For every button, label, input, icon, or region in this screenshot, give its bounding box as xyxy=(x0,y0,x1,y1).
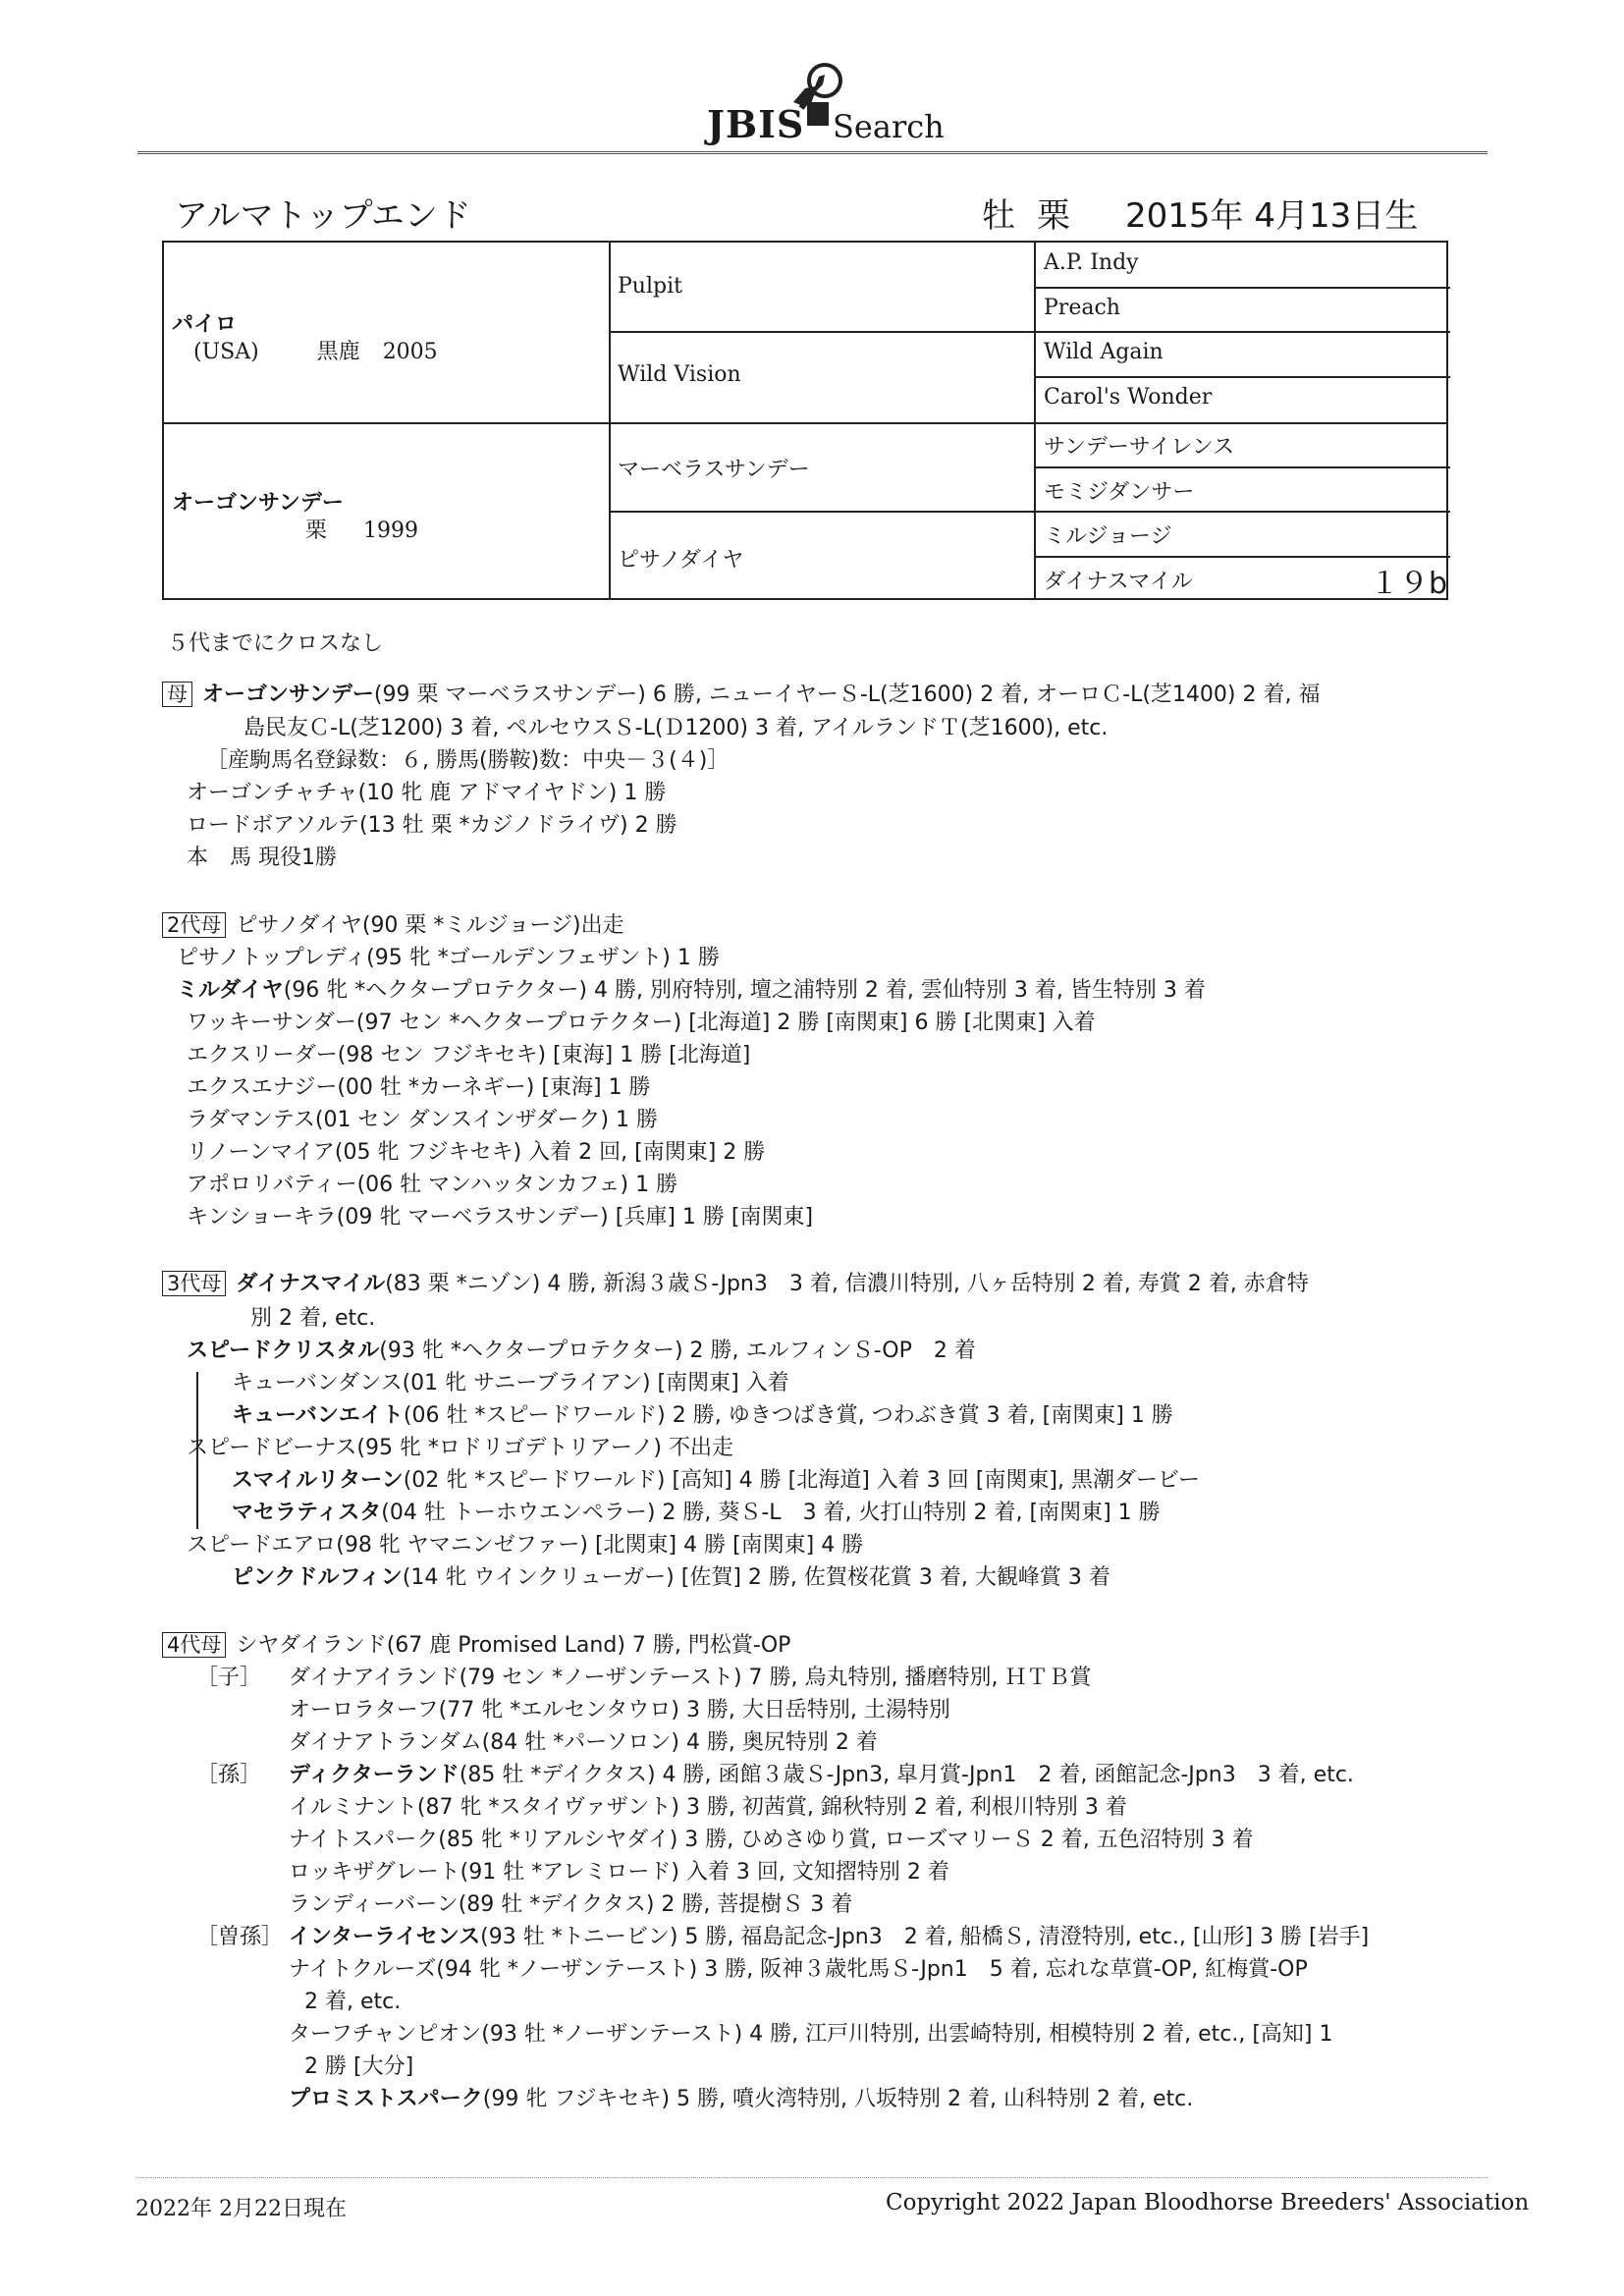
family-line xyxy=(196,1758,1354,1788)
generation-tag: 4代母 xyxy=(162,1632,226,1658)
line-text: 本 馬 現役1勝 xyxy=(187,846,337,870)
family-line xyxy=(289,1725,878,1756)
pedigree-table xyxy=(162,241,1448,600)
line-text: キンショーキラ(09 牝 マーベラスサンデー) [兵庫] 1 勝 [南関東] xyxy=(187,1205,814,1230)
horse-color: 栗 xyxy=(1037,196,1070,236)
family-line xyxy=(187,776,666,806)
line-text: オーゴンチャチャ(10 牝 鹿 アドマイヤドン) 1 勝 xyxy=(187,781,667,805)
family-line xyxy=(289,2082,1193,2112)
family-line xyxy=(187,1135,765,1166)
line-text: エクスリーダー(98 セン フジキセキ) [東海] 1 勝 [北海道] xyxy=(187,1043,751,1067)
line-text: (02 牝 *スピードワールド) [高知] 4 勝 [北海道] 入着 3 回 [南関東], 黒潮ダービー xyxy=(403,1468,1201,1493)
line-text: リノーンマイア(05 牝 フジキセキ) 入着 2 回, [南関東] 2 勝 xyxy=(187,1140,766,1165)
family-line xyxy=(250,1301,375,1332)
family-line xyxy=(289,1790,1127,1821)
family-line xyxy=(232,1496,1161,1526)
branch-bar-2 xyxy=(196,1458,198,1529)
line-text: ロッキザグレート(91 牡 *アレミロード) 入着 3 回, 文知摺特別 2 着 xyxy=(289,1860,949,1885)
line-text: 2 勝 [大分] xyxy=(304,2054,414,2079)
horse-highlight-name: スピードクリスタル xyxy=(187,1339,380,1363)
family-line xyxy=(232,1398,1173,1429)
line-text: ［産駒馬名登録数：６, 勝馬(勝鞍)数：中央－３(４)］ xyxy=(206,748,730,773)
line-text: ピサノダイヤ(90 栗 *ミルジョージ)出走 xyxy=(236,913,624,938)
sire-name: パイロ xyxy=(172,312,238,337)
line-text: キューバンダンス(01 牝 サニーブライアン) [南関東] 入着 xyxy=(232,1371,789,1395)
horse-highlight-name: キューバンエイト xyxy=(232,1403,404,1428)
family-line xyxy=(196,1920,1369,1950)
line-text: スピードビーナス(95 牝 *ロドリゴデトリアーノ) 不出走 xyxy=(187,1436,733,1460)
section-heading-line xyxy=(162,1628,790,1659)
line-text: (04 牡 トーホウエンペラー) 2 勝, 葵Ｓ-L 3 着, 火打山特別 2 着, [南関東] 1 勝 xyxy=(381,1501,1161,1525)
g3-1: A.P. Indy xyxy=(1044,250,1139,275)
cross-note: ５代までにクロスなし xyxy=(167,631,384,656)
family-line xyxy=(206,743,729,774)
family-line xyxy=(289,1693,950,1723)
line-text: (99 栗 マーベラスサンデー) 6 勝, ニューイヤーＳ-L(芝1600) 2 着, オーロＣ-L(芝1400) 2 着, 福 xyxy=(373,683,1321,707)
line-text: スピードエアロ(98 牝 ヤマニンゼファー) [北関東] 4 勝 [南関東] 4 勝 xyxy=(187,1533,864,1558)
sire-dam: Wild Vision xyxy=(618,362,741,387)
horse-birth: 2015年 4月13日生 xyxy=(1125,196,1419,236)
horse-highlight-name: インターライセンス xyxy=(289,1925,481,1949)
jbis-search-logo xyxy=(687,59,943,147)
dam-info: 栗 1999 xyxy=(305,519,419,543)
dam-dam: ピサノダイヤ xyxy=(618,548,744,573)
header-rule xyxy=(137,151,1488,154)
line-text: (85 牡 *デイクタス) 4 勝, 函館３歳Ｓ-Jpn3, 皐月賞-Jpn1 2 着, 函館記念-Jpn3 3 着, etc. xyxy=(459,1763,1354,1787)
logo-search: Search xyxy=(833,108,945,145)
line-text: エクスエナジー(00 牡 *カーネギー) [東海] 1 勝 xyxy=(187,1075,651,1100)
family-line xyxy=(187,1528,863,1558)
family-line xyxy=(187,1200,813,1230)
line-text: (99 牝 フジキセキ) 5 勝, 噴火湾特別, 八坂特別 2 着, 山科特別 2 着, etc. xyxy=(482,2087,1194,2111)
family-line xyxy=(304,1985,401,2015)
line-text: 2 着, etc. xyxy=(304,1990,402,2014)
branch-bar-1 xyxy=(196,1372,198,1458)
horse-highlight-name: スマイルリターン xyxy=(232,1468,404,1493)
family-line xyxy=(289,2017,1333,2048)
g3-8: ダイナスマイル xyxy=(1044,570,1193,594)
footer-copyright: Copyright 2022 Japan Bloodhorse Breeders' Association xyxy=(886,2190,1530,2215)
line-text: ターフチャンピオン(93 牡 *ノーザンテースト) 4 勝, 江戸川特別, 出雲崎特別, 相模特別 2 着, etc., [高知] 1 xyxy=(289,2022,1333,2047)
line-text: ワッキーサンダー(97 セン *ヘクタープロテクター) [北海道] 2 勝 [南関東] 6 勝 [北関東] 入着 xyxy=(187,1011,1096,1035)
family-line xyxy=(196,1661,1091,1691)
generation-tag: 母 xyxy=(162,682,192,707)
horse-highlight-name: ディクターランド xyxy=(289,1763,460,1787)
line-text: ピサノトップレディ(95 牝 *ゴールデンフェザント) 1 勝 xyxy=(177,946,720,970)
line-text: (93 牝 *ヘクタープロテクター) 2 勝, エルフィンＳ-OP 2 着 xyxy=(379,1339,976,1363)
horse-highlight-name: ピンクドルフィン xyxy=(232,1565,403,1590)
horse-highlight-name: マセラティスタ xyxy=(232,1501,382,1525)
family-line xyxy=(289,1887,852,1918)
line-text: オーロラターフ(77 牝 *エルセンタウロ) 3 勝, 大日岳特別, 土湯特別 xyxy=(289,1698,950,1722)
family-line xyxy=(232,1560,1110,1591)
sire-origin: (USA) 黒鹿 2005 xyxy=(193,340,438,364)
family-line xyxy=(187,1334,976,1364)
line-text: ラダマンテス(01 セン ダンスインザダーク) 1 勝 xyxy=(187,1108,659,1132)
line-text: (06 牡 *スピードワールド) 2 勝, ゆきつばき賞, つわぶき賞 3 着, [南関東] 1 勝 xyxy=(403,1403,1173,1428)
line-text: (14 牝 ウインクリューガー) [佐賀] 2 勝, 佐賀桜花賞 3 着, 大観峰賞 3 着 xyxy=(402,1565,1110,1590)
line-text: イルミナント(87 牝 *スタイヴァザント) 3 勝, 初茜賞, 錦秋特別 2 着, 利根川特別 3 着 xyxy=(289,1795,1127,1820)
section-heading-line xyxy=(162,908,624,939)
family-line xyxy=(187,1070,651,1101)
family-line xyxy=(187,1431,733,1461)
line-text: ナイトスパーク(85 牝 *リアルシヤダイ) 3 勝, ひめさゆり賞, ローズマリーＳ 2 着, 五色沼特別 3 着 xyxy=(289,1828,1254,1852)
line-text: アポロリバティー(06 牡 マンハッタンカフェ) 1 勝 xyxy=(187,1173,678,1197)
family-line xyxy=(187,808,677,839)
g3-4: Carol's Wonder xyxy=(1044,385,1213,410)
family-line xyxy=(187,841,337,871)
family-line xyxy=(187,1038,750,1068)
line-text: ダイナアトランダム(84 牡 *パーソロン) 4 勝, 奥尻特別 2 着 xyxy=(289,1730,878,1755)
family-line xyxy=(289,1952,1308,1983)
horse-highlight-name: ミルダイヤ xyxy=(177,978,284,1003)
sire-sire: Pulpit xyxy=(618,274,682,299)
section-heading-line xyxy=(162,1267,1309,1297)
generation-tag: 3代母 xyxy=(162,1271,226,1296)
family-line xyxy=(304,2050,413,2080)
family-line xyxy=(289,1823,1254,1853)
line-text: (96 牝 *ヘクタープロテクター) 4 勝, 別府特別, 壇之浦特別 2 着, 雲仙特別 3 着, 皆生特別 3 着 xyxy=(283,978,1206,1003)
family-line xyxy=(232,1463,1200,1494)
g3-3: Wild Again xyxy=(1044,340,1164,364)
line-text: 別 2 着, etc. xyxy=(250,1306,376,1331)
generation-tag: 2代母 xyxy=(162,912,226,938)
horse-highlight-name: ダイナスマイル xyxy=(236,1272,386,1296)
family-line xyxy=(187,1103,658,1133)
footer-date: 2022年 2月22日現在 xyxy=(135,2197,347,2221)
family-line xyxy=(244,711,1108,741)
horse-name: アルマトップエンド xyxy=(175,196,471,236)
line-text: ダイナアイランド(79 セン *ノーザンテースト) 7 勝, 烏丸特別, 播磨特別, ＨＴＢ賞 xyxy=(289,1666,1092,1690)
horse-sex: 牡 xyxy=(982,196,1015,236)
family-line xyxy=(289,1855,949,1886)
g3-5: サンデーサイレンス xyxy=(1044,435,1235,460)
line-text: (93 牡 *トニービン) 5 勝, 福島記念-Jpn3 2 着, 船橋Ｓ, 清澄特別, etc., [山形] 3 勝 [岩手] xyxy=(480,1925,1370,1949)
family-line xyxy=(177,973,1206,1004)
footer-rule xyxy=(137,2177,1488,2178)
logo-jbis: JBIS xyxy=(707,102,805,146)
line-text: ロードボアソルテ(13 牡 栗 *カジノドライヴ) 2 勝 xyxy=(187,813,677,838)
generation-label: ［曽孫］ xyxy=(196,1925,284,1949)
horse-highlight-name: オーゴンサンデー xyxy=(202,683,374,707)
dam-name: オーゴンサンデー xyxy=(172,491,344,516)
family-line xyxy=(187,1168,677,1198)
family-number: １９b xyxy=(1370,567,1448,601)
line-text: ナイトクルーズ(94 牝 *ノーザンテースト) 3 勝, 阪神３歳牝馬Ｓ-Jpn1 5 着, 忘れな草賞-OP, 紅梅賞-OP xyxy=(289,1957,1308,1982)
family-line xyxy=(177,941,720,971)
family-line xyxy=(232,1366,789,1396)
line-text: シヤダイランド(67 鹿 Promised Land) 7 勝, 門松賞-OP xyxy=(236,1633,791,1658)
g3-6: モミジダンサー xyxy=(1044,480,1195,505)
generation-label: ［子］ xyxy=(196,1666,262,1690)
g3-7: ミルジョージ xyxy=(1044,524,1172,549)
section-heading-line xyxy=(162,678,1320,708)
g3-2: Preach xyxy=(1044,296,1120,320)
line-text: (83 栗 *ニゾン) 4 勝, 新潟３歳Ｓ-Jpn3 3 着, 信濃川特別, 八ヶ岳特別 2 着, 寿賞 2 着, 赤倉特 xyxy=(385,1272,1309,1296)
line-text: ランディーバーン(89 牡 *デイクタス) 2 勝, 菩提樹Ｓ 3 着 xyxy=(289,1892,853,1917)
family-line xyxy=(187,1006,1096,1036)
horse-highlight-name: プロミストスパーク xyxy=(289,2087,483,2111)
dam-sire: マーベラスサンデー xyxy=(618,458,810,482)
generation-label: ［孫］ xyxy=(196,1763,262,1787)
line-text: 島民友Ｃ-L(芝1200) 3 着, ペルセウスＳ-L(Ｄ1200) 3 着, アイルランドＴ(芝1600), etc. xyxy=(244,716,1109,740)
